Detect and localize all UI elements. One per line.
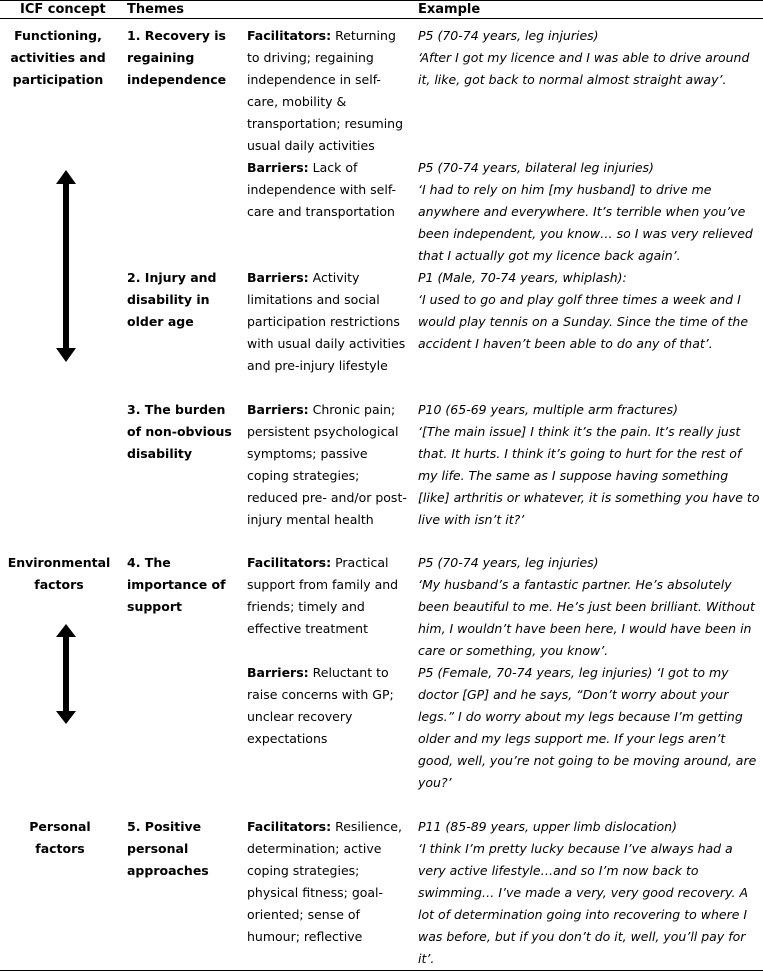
example-quote: ‘After I got my licence and I was able to drive around it, like, got back to normal almost straight away’. [418,50,750,87]
factor-barriers-3 [247,399,409,531]
facilitators-label: Facilitators: [247,555,332,570]
example-quote: ‘I used to go and play golf three times a week and I would play tennis on a Sunday. Since the time of the accident I haven’t been able to do any of that’. [418,292,749,351]
table-bottom-rule [0,970,763,971]
arrow-head-up [56,170,76,184]
example-quote [418,662,760,794]
factor-barriers-4 [247,662,409,750]
header-themes: Themes [127,2,185,17]
theme-2: 2. Injury and disability in older age [127,270,217,329]
facilitators-label: Facilitators: [247,819,332,834]
concept-environmental: Environmental factors [7,555,111,592]
arrow-head-down [56,348,76,362]
example-source: P10 (65-69 years, multiple arm fractures) [418,402,679,417]
header-rule [0,18,763,19]
concept-functioning: Functioning, activities and participation [10,28,106,87]
barriers-label: Barriers: [247,270,309,285]
example-3 [418,267,760,355]
theme-5: 5. Positive personal approaches [127,819,209,878]
factor-barriers-2 [247,267,409,377]
example-source: P5 (70-74 years, bilateral leg injuries) [418,160,654,175]
factor-facilitators-1 [247,25,409,157]
facilitators-label: Facilitators: [247,28,332,43]
example-quote: ‘[The main issue] I think it’s the pain. It’s really just that. It hurts. I think it’s going to hurt for the rest of my life. The same as I suppose having something [like] arthritis or whatever, it is something you have to live with isn’t it?’ [418,424,760,527]
example-source: P11 (85-89 years, upper limb dislocation) [418,819,677,834]
factor-text: Returning to driving; regaining independence in self-care, mobility & transportation; resuming usual daily activities [247,28,404,153]
factor-text: Resilience, determination; active coping strategies; physical fitness; goal-oriented; sense of humour; reflective [247,819,402,944]
header-example: Example [418,2,481,17]
factor-text: Activity limitations and social participation restrictions with usual daily activities and pre-injury lifestyle [247,270,406,373]
double-arrow-icon [56,624,76,724]
example-source: P5 (70-74 years, leg injuries) [418,28,599,43]
example-quote-text: ‘I got to my doctor [GP] and he says, “Don’t worry about your legs.” I do worry about my legs because I’m getting older and my legs support me. If your legs aren’t good, well, you’re not going to be moving around, are you?’ [418,665,757,790]
example-2 [418,157,760,267]
example-quote: ‘I think I’m pretty lucky because I’ve always had a very active lifestyle…and so I’m now back to swimming… I’ve made a very, very good recovery. A lot of determination going into recovering to where I was before, but if you don’t do it, well, you’ll pay for it’. [418,841,748,966]
factor-facilitators-5 [247,816,409,948]
concept-personal: Personal factors [29,819,91,856]
example-source: P1 (Male, 70-74 years, whiplash): [418,270,627,285]
barriers-label: Barriers: [247,160,309,175]
factor-text: Chronic pain; persistent psychological symptoms; passive coping strategies; reduced pre- and/or post-injury mental health [247,402,407,527]
factor-facilitators-4 [247,552,409,640]
theme-3: 3. The burden of non-obvious disability [127,402,232,461]
arrow-head-down [56,711,76,724]
factor-barriers-1 [247,157,409,223]
factor-text: Reluctant to raise concerns with GP; unclear recovery expectations [247,665,394,746]
example-7 [418,816,760,970]
barriers-label: Barriers: [247,665,309,680]
example-source: P5 (70-74 years, leg injuries) [418,555,599,570]
example-4 [418,399,760,531]
theme-4: 4. The importance of support [127,555,226,614]
double-arrow-icon [56,170,76,362]
arrow-shaft [63,635,69,713]
example-source: P5 (Female, 70-74 years, leg injuries) [418,665,653,680]
example-quote: ‘I had to rely on him [my husband] to drive me anywhere and everywhere. It’s terrible when you’ve been independent, you know… so I was very relieved that I actually got my licence back again’. [418,182,753,263]
factor-text: Practical support from family and friends; timely and effective treatment [247,555,399,636]
example-5 [418,552,760,662]
example-6 [418,662,760,794]
theme-1: 1. Recovery is regaining independence [127,28,227,87]
barriers-label: Barriers: [247,402,309,417]
example-1 [418,25,760,91]
factor-text: Lack of independence with self-care and transportation [247,160,397,219]
arrow-shaft [63,182,69,350]
example-quote: ‘My husband’s a fantastic partner. He’s absolutely been beautiful to me. He’s just been brilliant. Without him, I wouldn’t have been here, I would have been in care or something, you know’. [418,577,755,658]
table-top-rule [0,0,763,1]
header-icf-concept: ICF concept [20,2,106,17]
